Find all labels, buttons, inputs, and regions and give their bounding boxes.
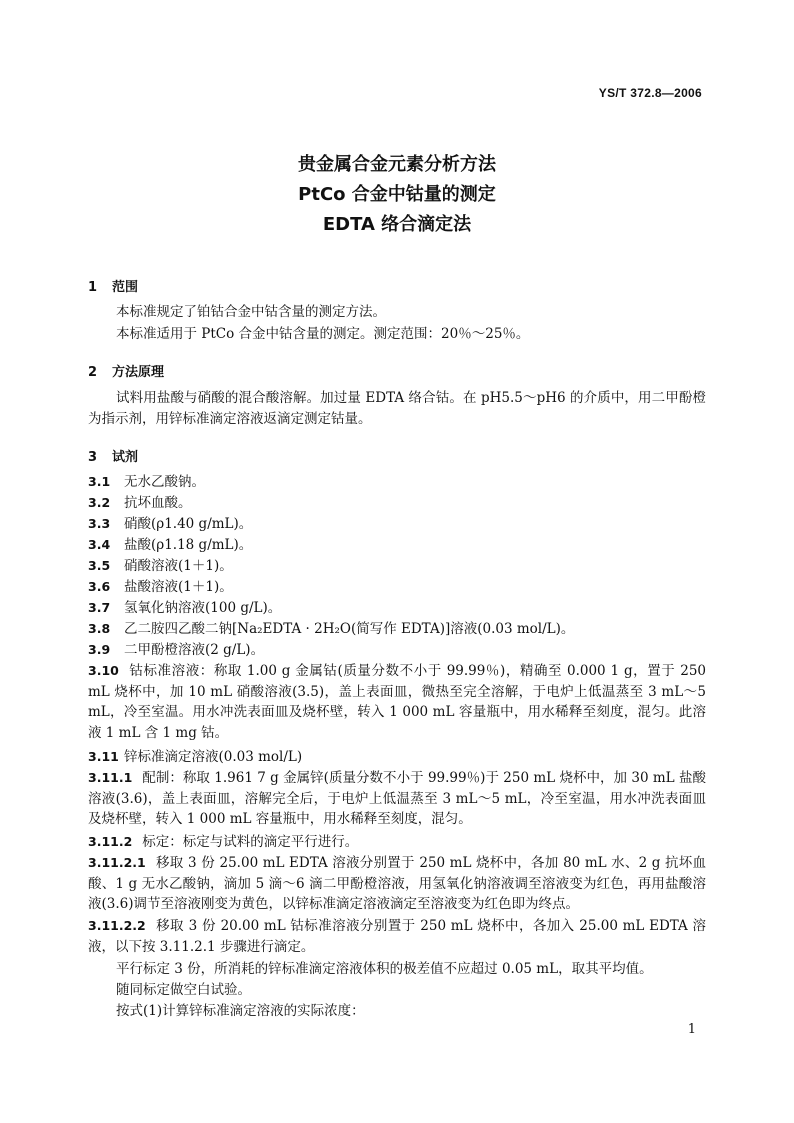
item-number: 3.11.1: [88, 770, 133, 785]
item-number: 3.11.2.2: [88, 918, 146, 933]
item-number: 3.5: [88, 558, 111, 573]
item-number: 3.11: [88, 749, 119, 764]
scope-paragraph-1: 本标准规定了铂钴合金中钴含量的测定方法。: [116, 304, 386, 320]
item-text: 移取 3 份 25.00 mL EDTA 溶液分别置于 250 mL 烧杯中，各加 80 mL 水、2 g 抗坏血酸、1 g 无水乙酸钠，滴加 5 滴～6 滴二甲酚橙溶液，用氢氧化钠溶液调至溶液变为红色，再用盐酸溶液(3.6)调节至溶液刚变为黄色，以锌标准滴定溶液滴定至溶液变为红色即为终点。: [88, 855, 706, 913]
item-number: 3.9: [88, 642, 111, 657]
paragraph-3-11-2: [88, 832, 706, 853]
item-number: 3.1: [88, 474, 111, 489]
tail-paragraph-2: 随同标定做空白试验。: [116, 982, 251, 998]
paragraph-3-10: [88, 661, 706, 743]
paragraph-3-11-1: [88, 768, 706, 830]
reagent-3-1: [88, 472, 706, 493]
standard-code: YS/T 372.8—2006: [598, 86, 702, 100]
principle-paragraph: 试料用盐酸与硝酸的混合酸溶解。加过量 EDTA 络合钴。在 pH5.5～pH6 的介质中，用二甲酚橙为指示剂，用锌标准滴定溶液返滴定测定钴量。: [88, 390, 706, 427]
item-text: 硝酸(ρ1.40 g/mL)。: [124, 516, 253, 532]
item-number: 3.11.2: [88, 834, 133, 849]
item-text: 标定：标定与试料的滴定平行进行。: [142, 834, 359, 850]
item-text: 二甲酚橙溶液(2 g/L)。: [124, 642, 265, 658]
title-line-2: PtCo 合金中钴量的测定: [298, 184, 496, 205]
section-number: 1: [88, 280, 98, 295]
item-number: 3.10: [88, 663, 119, 678]
scope-paragraph-2: 本标准适用于 PtCo 合金中钴含量的测定。测定范围：20％～25％。: [116, 326, 530, 342]
item-number: 3.2: [88, 495, 111, 510]
reagent-3-4: [88, 535, 706, 556]
reagent-3-5: [88, 556, 706, 577]
section-title: 方法原理: [112, 365, 165, 380]
paragraph-3-11-2-2: [88, 916, 706, 957]
item-text: 盐酸(ρ1.18 g/mL)。: [124, 537, 253, 553]
section-title: 试剂: [112, 450, 139, 465]
item-text: 配制：称取 1.961 7 g 金属锌(质量分数不小于 99.99％)于 250 mL 烧杯中，加 30 mL 盐酸溶液(3.6)，盖上表面皿，溶解完全后，于电炉上低温蒸至 3 mL～5 mL，冷至室温，用水冲洗表面皿及烧杯壁，转入 1 000 mL 容量瓶中，用水稀释至刻度，混匀。: [88, 770, 706, 828]
item-text: 氢氧化钠溶液(100 g/L)。: [124, 600, 282, 616]
reagent-3-8: [88, 619, 706, 640]
title-line-1: 贵金属合金元素分析方法: [298, 154, 496, 175]
item-text: 抗坏血酸。: [124, 495, 192, 511]
tail-paragraph-1: 平行标定 3 份，所消耗的锌标准滴定溶液体积的极差值不应超过 0.05 mL，取其平均值。: [116, 961, 653, 977]
section-number: 2: [88, 365, 98, 380]
item-text: 锌标准滴定溶液(0.03 mol/L): [124, 749, 303, 765]
paragraph-3-11: [88, 747, 706, 768]
reagent-3-7: [88, 598, 706, 619]
section-2-heading: [88, 361, 164, 380]
section-3-heading: [88, 446, 138, 465]
item-text: 盐酸溶液(1＋1)。: [124, 579, 233, 595]
item-text: 硝酸溶液(1＋1)。: [124, 558, 233, 574]
reagent-3-2: [88, 493, 706, 514]
item-text: 无水乙酸钠。: [124, 474, 205, 490]
item-number: 3.3: [88, 516, 111, 531]
item-number: 3.4: [88, 537, 111, 552]
tail-paragraph-3: 按式(1)计算锌标准滴定溶液的实际浓度：: [116, 1003, 365, 1019]
item-number: 3.7: [88, 600, 111, 615]
section-title: 范围: [112, 280, 139, 295]
item-text: 乙二胺四乙酸二钠[Na₂EDTA · 2H₂O(简写作 EDTA)]溶液(0.03 mol/L)。: [124, 621, 575, 637]
reagent-3-6: [88, 577, 706, 598]
item-text: 钴标准溶液：称取 1.00 g 金属钴(质量分数不小于 99.99％)，精确至 0.000 1 g，置于 250 mL 烧杯中，加 10 mL 硝酸溶液(3.5)，盖上表面皿，微热至完全溶解，于电炉上低温蒸至 3 mL～5 mL，冷至室温。用水冲洗表面皿及烧杯壁，转入 1 000 mL 容量瓶中，用水稀释至刻度，混匀。此溶液 1 mL 含 1 mg 钴。: [88, 663, 706, 741]
section-number: 3: [88, 450, 98, 465]
title-line-3: EDTA 络合滴定法: [322, 214, 472, 235]
reagent-3-3: [88, 514, 706, 535]
item-number: 3.6: [88, 579, 111, 594]
section-1-heading: [88, 276, 138, 295]
paragraph-3-11-2-1: [88, 853, 706, 915]
reagent-3-9: [88, 640, 706, 661]
item-number: 3.11.2.1: [88, 855, 146, 870]
item-number: 3.8: [88, 621, 111, 636]
item-text: 移取 3 份 20.00 mL 钴标准溶液分别置于 250 mL 烧杯中，各加入 25.00 mL EDTA 溶液，以下按 3.11.2.1 步骤进行滴定。: [88, 918, 706, 955]
page-number: 1: [687, 1022, 696, 1037]
